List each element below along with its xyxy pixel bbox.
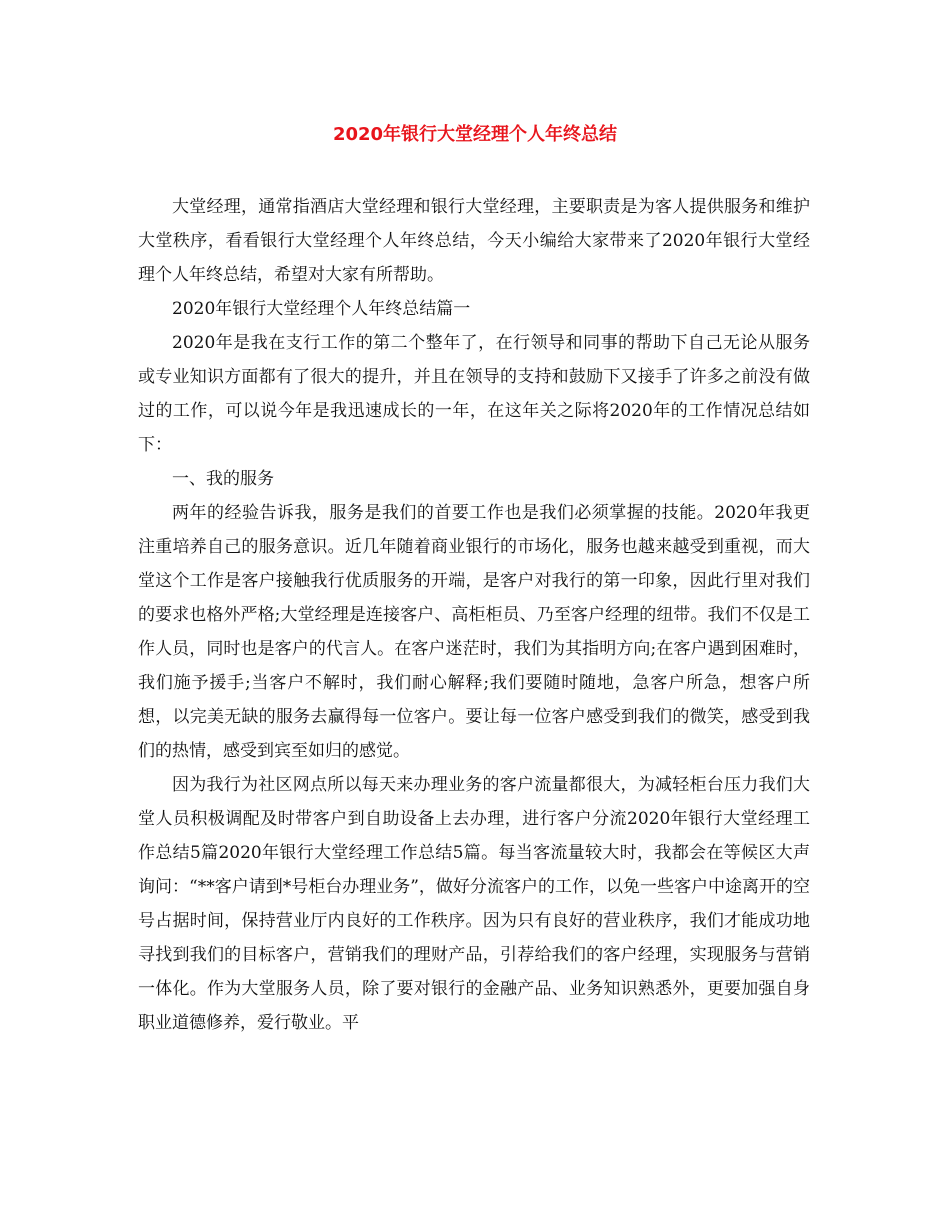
document-body	[138, 190, 810, 1040]
subheading-my-service: 一、我的服务	[172, 469, 274, 489]
service-paragraph: 两年的经验告诉我，服务是我们的首要工作也是我们必须掌握的技能。2020年我更注重培养自己的服务意识。近几年随着商业银行的市场化，服务也越来越受到重视，而大堂这个工作是客户接触我行优质服务的开端，是客户对我行的第一印象，因此行里对我们的要求也格外严格;大堂经理是连接客户、高柜柜员、乃至客户经理的纽带。我们不仅是工作人员，同时也是客户的代言人。在客户迷茫时，我们为其指明方向;在客户遇到困难时，我们施予援手;当客户不解时，我们耐心解释;我们要随时随地，急客户所急，想客户所想，以完美无缺的服务去赢得每一位客户。要让每一位客户感受到我们的微笑，感受到我们的热情，感受到宾至如归的感觉。	[138, 503, 810, 761]
overview-paragraph: 2020年是我在支行工作的第二个整年了，在行领导和同事的帮助下自己无论从服务或专业知识方面都有了很大的提升，并且在领导的支持和鼓励下又接手了许多之前没有做过的工作，可以说今年是我迅速成长的一年，在这年关之际将2020年的工作情况总结如下：	[138, 333, 810, 455]
customer-flow-paragraph: 因为我行为社区网点所以每天来办理业务的客户流量都很大，为减轻柜台压力我们大堂人员积极调配及时带客户到自助设备上去办理，进行客户分流2020年银行大堂经理工作总结5篇2020年银行大堂经理工作总结5篇。每当客流量较大时，我都会在等候区大声询问：“**客户请到*号柜台办理业务”，做好分流客户的工作，以免一些客户中途离开的空号占据时间，保持营业厅内良好的工作秩序。因为只有良好的营业秩序，我们才能成功地寻找到我们的目标客户，营销我们的理财产品，引荐给我们的客户经理，实现服务与营销一体化。作为大堂服务人员，除了要对银行的金融产品、业务知识熟悉外，更要加强自身职业道德修养，爱行敬业。平	[138, 775, 810, 1033]
section-heading-part-one: 2020年银行大堂经理个人年终总结篇一	[172, 299, 471, 319]
document-title: 2020年银行大堂经理个人年终总结	[332, 124, 618, 145]
intro-paragraph: 大堂经理，通常指酒店大堂经理和银行大堂经理，主要职责是为客人提供服务和维护大堂秩序，看看银行大堂经理个人年终总结，今天小编给大家带来了2020年银行大堂经理个人年终总结，希望对大家有所帮助。	[138, 197, 810, 285]
